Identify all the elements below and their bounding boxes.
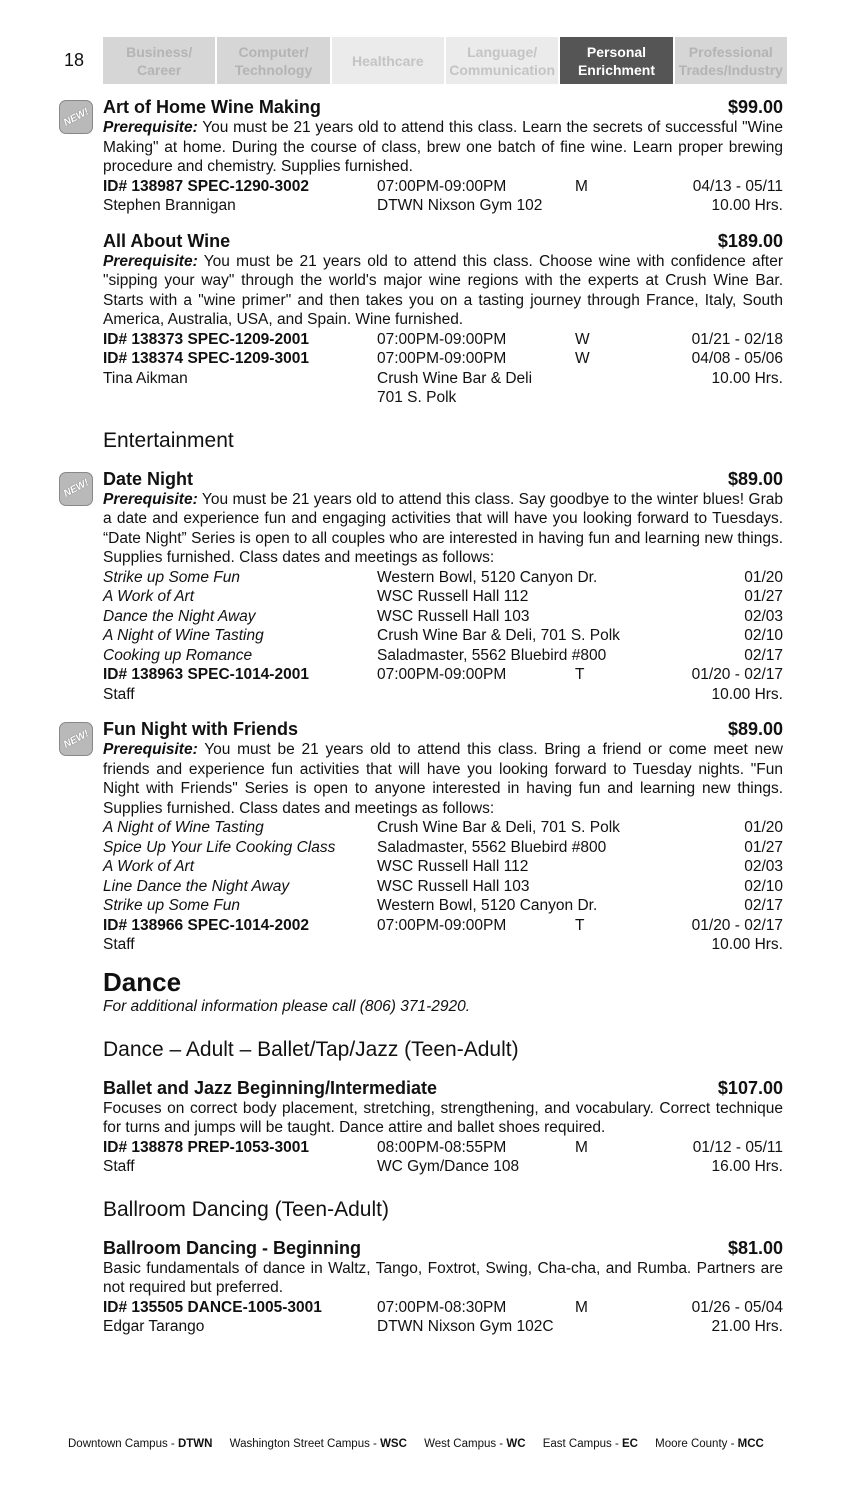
session-row: A Work of Art WSC Russell Hall 112 01/27	[103, 588, 783, 605]
section-row: ID# 138374 SPEC-1209-3001 07:00PM-09:00PM W 04/08 - 05/06	[103, 350, 783, 367]
instructor-row: Staff WC Gym/Dance 108 16.00 Hrs.	[103, 1158, 783, 1175]
location-row: 701 S. Polk	[377, 389, 457, 406]
course-title: Date Night	[103, 468, 193, 489]
tab-business-career[interactable]: Business/ Career	[103, 37, 217, 84]
session-row: Line Dance the Night Away WSC Russell Hall 103 02/10	[103, 877, 783, 895]
section-row: ID# 138987 SPEC-1290-3002 07:00PM-09:00PM M 04/13 - 05/11	[103, 177, 783, 195]
course-description: Prerequisite: You must be 21 years old to attend this class. Learn the secrets of successful "Wine Making" at home. During the course of class, brew one batch of fine wine. Learn proper brewing procedure and chemistry. Supplies furnished.	[103, 119, 783, 175]
course-title: Ballroom Dancing - Beginning	[103, 1237, 362, 1258]
section-heading-dance: Dance	[103, 966, 182, 997]
session-row: Cooking up Romance Saladmaster, 5562 Bluebird #800 02/17	[103, 646, 783, 664]
legend-washington: Washington Street Campus - WSC	[229, 1438, 407, 1450]
section-row: ID# 138373 SPEC-1209-2001 07:00PM-09:00PM W 01/21 - 02/18	[103, 330, 783, 348]
section-row: ID# 138878 PREP-1053-3001 08:00PM-08:55PM M 01/12 - 05/11	[103, 1138, 783, 1156]
session-row: A Work of Art WSC Russell Hall 112 02/03	[103, 858, 783, 875]
section-heading-ballroom: Ballroom Dancing (Teen-Adult)	[103, 1197, 389, 1221]
new-badge-icon: NEW!	[59, 722, 93, 756]
section-heading-entertainment: Entertainment	[103, 428, 234, 452]
tab-personal-enrichment[interactable]: Personal Enrichment	[560, 37, 674, 84]
course-listing	[61, 96, 783, 1337]
course-title: All About Wine	[103, 230, 231, 251]
course-price: $81.00	[727, 1237, 783, 1258]
dance-info: For additional information please call (806) 371-2920.	[103, 997, 471, 1015]
section-heading-dance-adult: Dance – Adult – Ballet/Tap/Jazz (Teen-Adult)	[103, 1037, 519, 1061]
new-badge-icon: NEW!	[59, 100, 93, 134]
course-price: $99.00	[727, 97, 783, 117]
course-ballet-jazz	[103, 1077, 783, 1177]
tab-language-communication[interactable]: Language/ Communication	[446, 37, 560, 84]
course-fun-night	[61, 718, 783, 955]
course-price: $189.00	[717, 230, 783, 251]
session-row: Spice Up Your Life Cooking Class Saladmaster, 5562 Bluebird #800 01/27	[103, 838, 783, 856]
course-title: Art of Home Wine Making	[103, 97, 321, 117]
course-description: Prerequisite: You must be 21 years old to attend this class. Say goodbye to the winter blues! Grab a date and experience fun and engaging activities that will have you looking forward to Tuesdays. “Date Night” Series is open to all couples who are interested in having fun and learning new things. Supplies furnished. Class dates and meetings as follows:	[103, 490, 783, 566]
page-number: 18	[64, 50, 85, 70]
course-description: Basic fundamentals of dance in Waltz, Tango, Foxtrot, Swing, Cha-cha, and Rumba. Partners are not required but preferred.	[103, 1259, 783, 1296]
session-row: A Night of Wine Tasting Crush Wine Bar & Deli, 701 S. Polk 01/20	[103, 819, 783, 836]
course-description: Focuses on correct body placement, stretching, strengthening, and vocabulary. Correct technique for turns and jumps will be taught. Dance attire and ballet shoes required.	[103, 1099, 783, 1136]
session-row: Dance the Night Away WSC Russell Hall 103 02/03	[103, 607, 783, 625]
section-row: ID# 135505 DANCE-1005-3001 07:00PM-08:30PM M 01/26 - 05/04	[103, 1298, 783, 1316]
campus-legend	[68, 1438, 778, 1450]
section-row: ID# 138963 SPEC-1014-2001 07:00PM-09:00PM T 01/20 - 02/17	[103, 666, 783, 683]
course-title: Ballet and Jazz Beginning/Intermediate	[103, 1077, 438, 1098]
session-row: Strike up Some Fun Western Bowl, 5120 Canyon Dr. 01/20	[103, 568, 783, 586]
instructor-row: Tina Aikman Crush Wine Bar & Deli 10.00 Hrs.	[103, 369, 783, 387]
course-ballroom	[103, 1237, 783, 1337]
tab-healthcare[interactable]: Healthcare	[332, 37, 446, 84]
legend-moore: Moore County - MCC	[655, 1438, 764, 1450]
tab-professional-trades[interactable]: Professional Trades/Industry	[675, 37, 787, 84]
instructor-row: Stephen Brannigan DTWN Nixson Gym 102 10.00 Hrs.	[103, 197, 783, 214]
course-description: Prerequisite: You must be 21 years old to attend this class. Bring a friend or come meet new friends and experience fun activities that will have you looking forward to Tuesday nights. "Fun Night with Friends" Series is open to anyone interested in having fun and learning new things. Supplies furnished. Class dates and meetings as follows:	[103, 741, 783, 817]
legend-east: East Campus - EC	[542, 1438, 638, 1450]
course-price: $89.00	[727, 468, 783, 489]
legend-west: West Campus - WC	[424, 1438, 526, 1450]
section-row: ID# 138966 SPEC-1014-2002 07:00PM-09:00PM T 01/20 - 02/17	[103, 916, 783, 934]
session-row: A Night of Wine Tasting Crush Wine Bar & Deli, 701 S. Polk 02/10	[103, 627, 783, 644]
tab-computer-technology[interactable]: Computer/ Technology	[217, 37, 331, 84]
instructor-row: Staff 10.00 Hrs.	[103, 685, 783, 703]
course-price: $89.00	[727, 719, 783, 739]
new-badge-icon: NEW!	[59, 472, 93, 506]
session-row: Strike up Some Fun Western Bowl, 5120 Canyon Dr. 02/17	[103, 897, 783, 914]
course-title: Fun Night with Friends	[103, 719, 298, 739]
course-all-about-wine	[103, 230, 783, 408]
course-date-night	[61, 468, 783, 705]
instructor-row: Edgar Tarango DTWN Nixson Gym 102C 21.00 Hrs.	[103, 1318, 783, 1335]
course-wine-making	[61, 96, 783, 216]
instructor-row: Staff 10.00 Hrs.	[103, 936, 783, 953]
category-tabs	[103, 37, 787, 84]
course-description: Prerequisite: You must be 21 years old to attend this class. Choose wine with confidence after "sipping your way" through the world's major wine regions with the experts at Crush Wine Bar. Starts with a "wine primer" and then takes you on a tasting journey through France, Italy, South America, Australia, USA, and Spain. Wine furnished.	[103, 252, 783, 328]
course-price: $107.00	[717, 1077, 783, 1098]
legend-downtown: Downtown Campus - DTWN	[68, 1438, 213, 1450]
